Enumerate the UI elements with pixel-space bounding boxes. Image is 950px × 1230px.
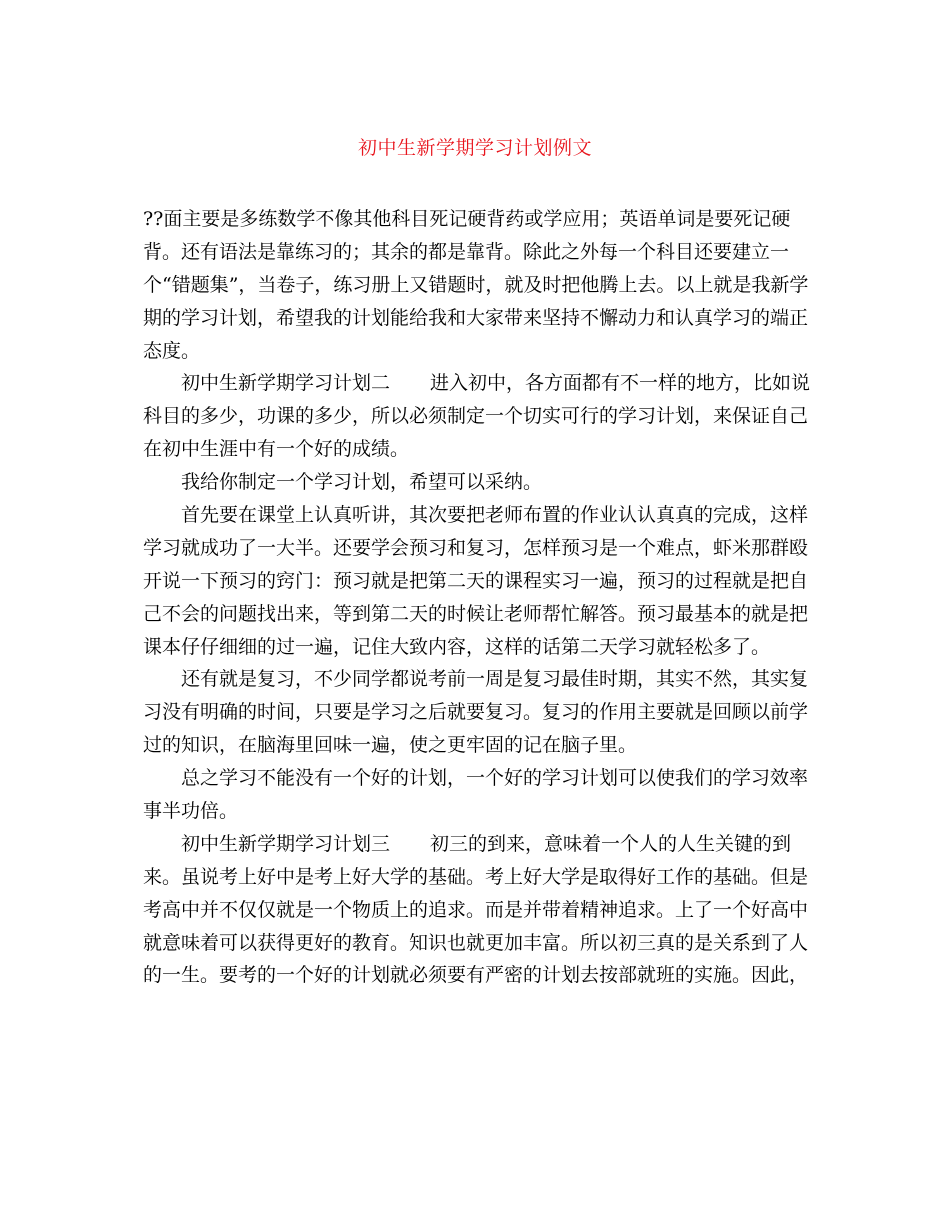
- text-line: 在初中生涯中有一个好的成绩。: [143, 438, 410, 461]
- text-line: 学习就成功了一大半。还要学会预习和复习，怎样预习是一个难点，虾米那群殴: [143, 536, 809, 559]
- section-heading: 初中生新学期学习计划二: [181, 372, 391, 395]
- paragraph: [143, 466, 809, 499]
- text-run: 进入初中，各方面都有不一样的地方，比如说: [430, 372, 811, 395]
- text-line: 过的知识，在脑海里回味一遍，使之更牢固的记在脑子里。: [143, 734, 638, 757]
- text-line: 还有就是复习，不少同学都说考前一周是复习最佳时期，其实不然，其实复: [181, 668, 809, 691]
- text-line: 态度。: [143, 339, 201, 362]
- text-run: 初三的到来，意味着一个人的人生关键的到: [430, 832, 792, 855]
- text-line: 课本仔仔细细的过一遍，记住大致内容，这样的话第二天学习就轻松多了。: [143, 635, 771, 658]
- text-line: 的一生。要考的一个好的计划就必须要有严密的计划去按部就班的实施。因此，: [143, 964, 809, 987]
- paragraph: [143, 367, 809, 466]
- document-body: [143, 203, 809, 992]
- text-line: 来。虽说考上好中是考上好大学的基础。考上好大学是取得好工作的基础。但是: [143, 865, 809, 888]
- paragraph: [143, 663, 809, 762]
- text-line: [143, 367, 809, 400]
- text-line: [143, 828, 809, 861]
- text-line: 个“错题集”，当卷子，练习册上又错题时，就及时把他腾上去。以上就是我新学: [143, 273, 809, 296]
- text-line: 考高中并不仅仅就是一个物质上的追求。而是并带着精神追求。上了一个好高中: [143, 898, 809, 921]
- text-line: 事半功倍。: [143, 800, 239, 823]
- text-line: 就意味着可以获得更好的教育。知识也就更加丰富。所以初三真的是关系到了人: [143, 931, 809, 954]
- text-line: 总之学习不能没有一个好的计划，一个好的学习计划可以使我们的学习效率: [181, 767, 809, 790]
- document-title: 初中生新学期学习计划例文: [357, 137, 592, 159]
- text-line: 开说一下预习的窍门：预习就是把第二天的课程实习一遍，预习的过程就是把自: [143, 569, 809, 592]
- paragraph: [143, 499, 809, 663]
- text-line: 科目的多少，功课的多少，所以必须制定一个切实可行的学习计划，来保证自己: [143, 405, 809, 428]
- paragraph: [143, 828, 809, 992]
- paragraph: [143, 203, 809, 367]
- text-line: 习没有明确的时间，只要是学习之后就要复习。复习的作用主要就是回顾以前学: [143, 701, 809, 724]
- paragraph: [143, 762, 809, 828]
- text-line: 背。还有语法是靠练习的；其余的都是靠背。除此之外每一个科目还要建立一: [143, 240, 790, 263]
- text-line: 首先要在课堂上认真听讲，其次要把老师布置的作业认认真真的完成，这样: [181, 504, 809, 527]
- text-line: 我给你制定一个学习计划，希望可以采纳。: [181, 471, 543, 494]
- text-line: 己不会的问题找出来，等到第二天的时候让老师帮忙解答。预习最基本的就是把: [143, 602, 809, 625]
- section-heading: 初中生新学期学习计划三: [181, 832, 391, 855]
- text-line: ??面主要是多练数学不像其他科目死记硬背药或学应用；英语单词是要死记硬: [143, 208, 791, 230]
- text-line: 期的学习计划，希望我的计划能给我和大家带来坚持不懈动力和认真学习的端正: [143, 306, 809, 329]
